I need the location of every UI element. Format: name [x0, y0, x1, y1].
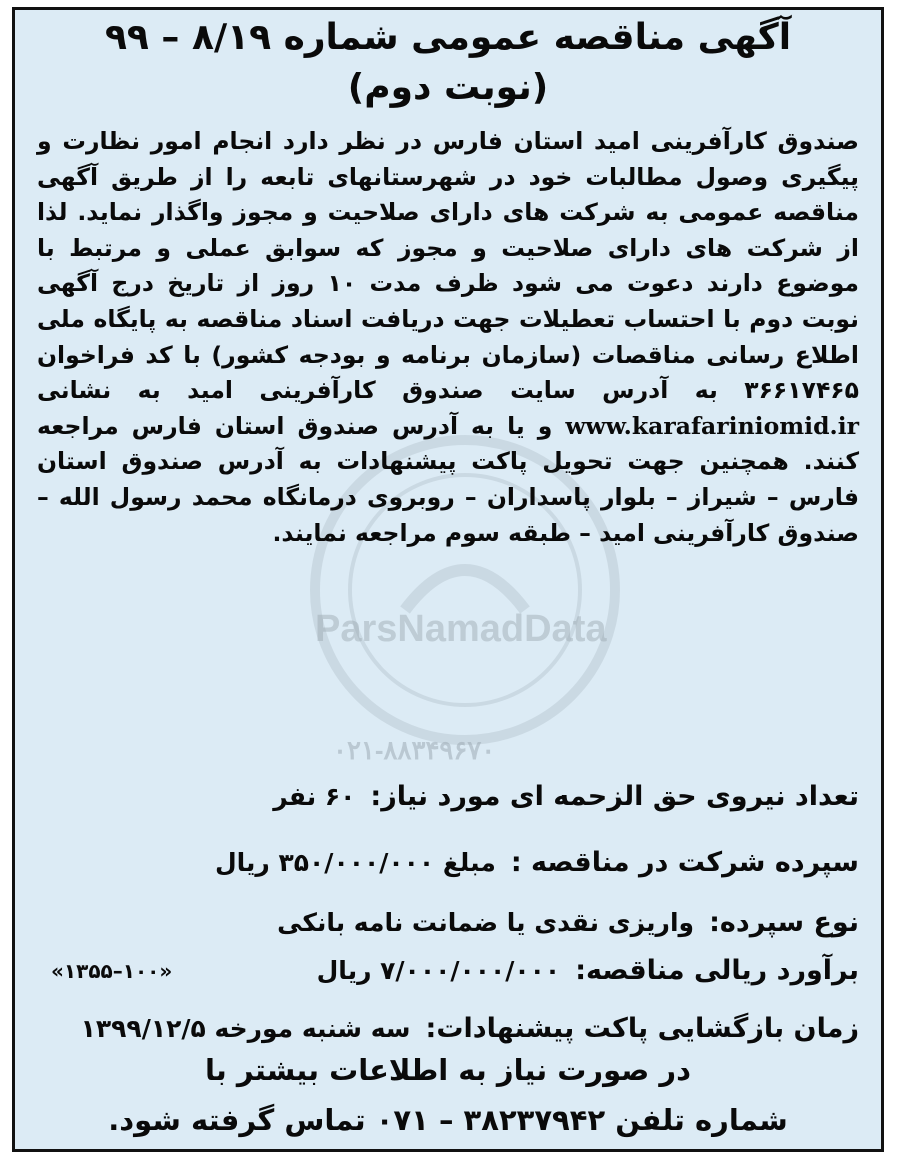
deposit-type-label: نوع سپرده: [709, 907, 859, 938]
estimate-label: برآورد ریالی مناقصه: [575, 955, 859, 986]
contact-line-2: شماره تلفن ۳۸۲۳۷۹۴۲ – ۰۷۱ تماس گرفته شود. [108, 1103, 788, 1137]
deposit-row [37, 846, 859, 880]
workforce-label: تعداد نیروی حق الزحمه ای مورد نیاز: [370, 781, 859, 812]
notice-round: (نوبت دوم) [347, 67, 549, 108]
workforce-value: ۶۰ نفر [273, 782, 356, 811]
deposit-type-value: واریزی نقدی یا ضمانت نامه بانکی [277, 908, 695, 937]
notice-title: آگهی مناقصه عمومی شماره ۸/۱۹ – ۹۹ [104, 17, 792, 58]
estimate-value: ۷/۰۰۰/۰۰۰/۰۰۰ ریال [316, 956, 561, 985]
estimate-row [37, 954, 859, 988]
estimate-code: «۱۳۵۵–۱۰۰» [51, 959, 173, 983]
deposit-label: سپرده شرکت در مناقصه : [510, 847, 859, 878]
body-paragraph-start: صندوق کارآفرینی امید استان فارس در نظر دارد انجام امور نظارت و پیگیری وصول مطالبات خود در شهرستانهای تابعه را از طریق آگهی مناقصه عمومی به شرکت های دارای صلاحیت و مجوز واگذار نماید. لذا از شرکت های دارای صلاحیت و مجوز که سوابق عملی و مرتبط با موضوع دارند دعوت می شود ظرف مدت ۱۰ روز از تاریخ درج آگهی نوبت دوم با احتساب تعطیلات جهت دریافت اسناد مناقصه به پایگاه ملی اطلاع رسانی مناقصات (سازمان برنامه و بودجه کشور) با کد فراخوان ۳۶۶۱۷۴۶۵ به آدرس سایت صندوق کارآفرینی امید به نشانی [37, 127, 859, 405]
workforce-row [37, 780, 859, 814]
deposit-value: مبلغ ۳۵۰/۰۰۰/۰۰۰ ریال [214, 848, 496, 877]
opening-value: سه شنبه مورخه ۱۳۹۹/۱۲/۵ [80, 1014, 411, 1043]
opening-row [37, 1012, 859, 1046]
deposit-type-row [37, 906, 859, 940]
notice-body [37, 124, 859, 551]
website-link[interactable]: www.karafariniomid.ir [565, 411, 859, 440]
watermark-phone: ۰۲۱-۸۸۳۴۹۶۷۰ [333, 735, 496, 765]
opening-label: زمان بازگشایی پاکت پیشنهادات: [425, 1013, 859, 1044]
watermark-brand: ParsNamadData [315, 608, 607, 650]
contact-line-1: در صورت نیاز به اطلاعات بیشتر با [205, 1053, 691, 1087]
body-paragraph-end: و یا به آدرس صندوق استان فارس مراجعه کنند. همچنین جهت تحویل پاکت پیشنهادات به آدرس صندوق استان فارس – شیراز – بلوار پاسداران – روبروی درمانگاه محمد رسول الله – صندوق کارآفرینی امید – طبقه سوم مراجعه نمایند. [37, 411, 859, 547]
tender-notice [12, 7, 884, 1152]
